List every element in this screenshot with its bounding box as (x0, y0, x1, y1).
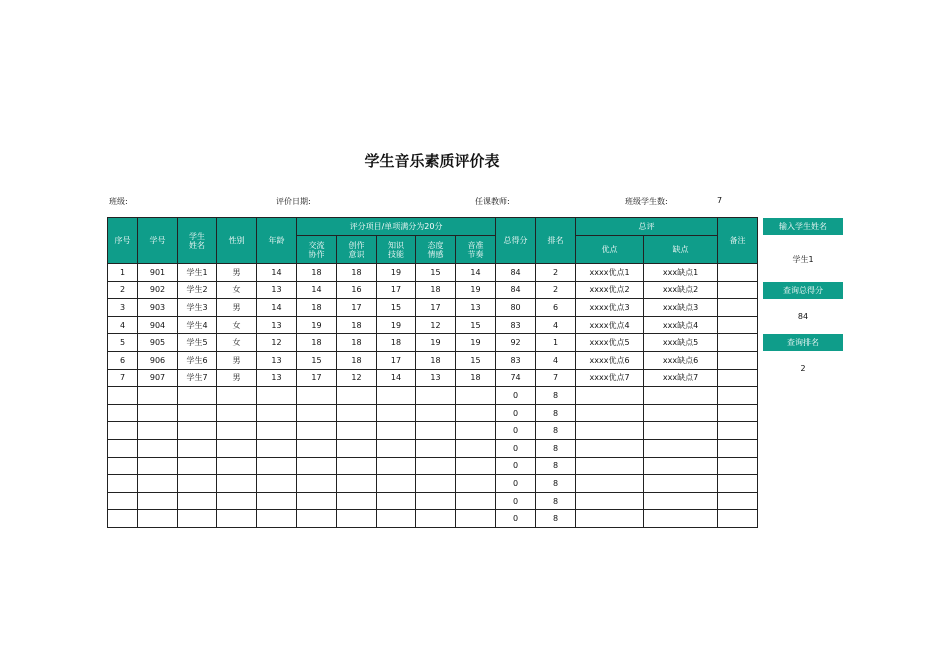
cell-remark[interactable] (718, 264, 758, 282)
cell-s5[interactable] (456, 475, 496, 493)
cell-strength[interactable]: xxxx优点1 (576, 264, 644, 282)
cell-seq[interactable] (108, 492, 138, 510)
table-row (108, 387, 758, 405)
cell-s5[interactable] (456, 439, 496, 457)
cell-strength[interactable]: xxxx优点7 (576, 369, 644, 387)
cell-weakness[interactable]: xxx缺点3 (644, 299, 718, 317)
table-row (108, 404, 758, 422)
cell-rank[interactable]: 4 (536, 316, 576, 334)
cell-weakness[interactable] (644, 510, 718, 528)
cell-s2[interactable]: 12 (337, 369, 377, 387)
evaluation-table (107, 217, 758, 528)
cell-s5[interactable]: 13 (456, 299, 496, 317)
cell-s3[interactable]: 18 (377, 334, 416, 352)
cell-rank[interactable]: 8 (536, 492, 576, 510)
cell-name[interactable] (178, 404, 217, 422)
cell-s4[interactable]: 15 (416, 264, 456, 282)
cell-s1[interactable] (297, 492, 337, 510)
cell-strength[interactable] (576, 422, 644, 440)
cell-id[interactable]: 905 (138, 334, 178, 352)
cell-name[interactable]: 学生7 (178, 369, 217, 387)
header-student-id: 学号 (138, 218, 178, 264)
table-row (108, 475, 758, 493)
cell-name[interactable] (178, 439, 217, 457)
cell-s1[interactable] (297, 475, 337, 493)
cell-id[interactable] (138, 457, 178, 475)
header-age: 年龄 (257, 218, 297, 264)
cell-id[interactable] (138, 387, 178, 405)
cell-s4[interactable] (416, 475, 456, 493)
cell-strength[interactable] (576, 457, 644, 475)
cell-s2[interactable]: 18 (337, 334, 377, 352)
cell-seq[interactable]: 7 (108, 369, 138, 387)
cell-s2[interactable]: 18 (337, 351, 377, 369)
cell-name[interactable] (178, 387, 217, 405)
cell-s5[interactable] (456, 492, 496, 510)
cell-rank[interactable]: 8 (536, 475, 576, 493)
cell-seq[interactable] (108, 422, 138, 440)
cell-s3[interactable] (377, 492, 416, 510)
cell-s5[interactable]: 15 (456, 351, 496, 369)
header-gender: 性别 (217, 218, 257, 264)
cell-gender[interactable]: 男 (217, 351, 257, 369)
cell-total[interactable]: 0 (496, 404, 536, 422)
cell-name[interactable]: 学生5 (178, 334, 217, 352)
cell-s2[interactable]: 18 (337, 264, 377, 282)
cell-s3[interactable] (377, 387, 416, 405)
cell-gender[interactable]: 男 (217, 299, 257, 317)
cell-rank[interactable]: 8 (536, 422, 576, 440)
cell-strength[interactable]: xxxx优点2 (576, 281, 644, 299)
cell-total[interactable]: 80 (496, 299, 536, 317)
cell-weakness[interactable]: xxx缺点1 (644, 264, 718, 282)
cell-weakness[interactable] (644, 387, 718, 405)
cell-rank[interactable]: 2 (536, 281, 576, 299)
cell-name[interactable]: 学生4 (178, 316, 217, 334)
cell-weakness[interactable] (644, 439, 718, 457)
cell-total[interactable]: 0 (496, 422, 536, 440)
table-row (108, 334, 758, 352)
cell-gender[interactable] (217, 510, 257, 528)
table-row (108, 264, 758, 282)
cell-rank[interactable]: 8 (536, 404, 576, 422)
cell-s3[interactable]: 19 (377, 264, 416, 282)
cell-age[interactable]: 13 (257, 369, 297, 387)
cell-gender[interactable] (217, 387, 257, 405)
cell-rank[interactable]: 8 (536, 510, 576, 528)
teacher-label: 任课教师: (475, 197, 510, 206)
cell-s3[interactable]: 17 (377, 281, 416, 299)
cell-total[interactable]: 83 (496, 351, 536, 369)
cell-remark[interactable] (718, 457, 758, 475)
cell-s2[interactable]: 17 (337, 299, 377, 317)
cell-s5[interactable]: 19 (456, 334, 496, 352)
cell-remark[interactable] (718, 281, 758, 299)
cell-gender[interactable]: 男 (217, 369, 257, 387)
cell-s1[interactable] (297, 457, 337, 475)
cell-seq[interactable] (108, 387, 138, 405)
cell-total[interactable]: 0 (496, 492, 536, 510)
header-weakness: 缺点 (644, 236, 718, 264)
cell-s5[interactable]: 15 (456, 316, 496, 334)
cell-total[interactable]: 74 (496, 369, 536, 387)
cell-strength[interactable] (576, 475, 644, 493)
cell-s4[interactable]: 19 (416, 334, 456, 352)
header-remark: 备注 (718, 218, 758, 264)
page-title: 学生音乐素质评价表 (364, 152, 500, 170)
cell-age[interactable]: 13 (257, 281, 297, 299)
cell-s3[interactable]: 15 (377, 299, 416, 317)
cell-s5[interactable] (456, 422, 496, 440)
cell-s4[interactable] (416, 422, 456, 440)
cell-name[interactable] (178, 510, 217, 528)
cell-age[interactable]: 12 (257, 334, 297, 352)
cell-s4[interactable] (416, 439, 456, 457)
cell-age[interactable]: 13 (257, 351, 297, 369)
cell-id[interactable] (138, 404, 178, 422)
cell-remark[interactable] (718, 439, 758, 457)
cell-rank[interactable]: 4 (536, 351, 576, 369)
cell-s3[interactable] (377, 457, 416, 475)
cell-s1[interactable] (297, 439, 337, 457)
cell-remark[interactable] (718, 334, 758, 352)
cell-gender[interactable]: 女 (217, 281, 257, 299)
cell-remark[interactable] (718, 316, 758, 334)
cell-s5[interactable] (456, 457, 496, 475)
cell-rank[interactable]: 8 (536, 387, 576, 405)
cell-seq[interactable]: 6 (108, 351, 138, 369)
header-student-name (178, 218, 217, 264)
table-row (108, 510, 758, 528)
table-row (108, 492, 758, 510)
cell-s4[interactable]: 18 (416, 281, 456, 299)
total-score-result: 84 (797, 312, 809, 321)
cell-s2[interactable] (337, 422, 377, 440)
cell-age[interactable] (257, 492, 297, 510)
header-student-name-text: 学生姓名 (189, 231, 205, 250)
rank-result: 2 (800, 364, 806, 373)
student-count-label: 班级学生数: (625, 197, 668, 206)
cell-s4[interactable] (416, 404, 456, 422)
cell-s5[interactable] (456, 510, 496, 528)
cell-s2[interactable] (337, 510, 377, 528)
cell-s1[interactable]: 18 (297, 334, 337, 352)
cell-age[interactable]: 14 (257, 264, 297, 282)
header-overall-review: 总评 (576, 218, 718, 236)
cell-s2[interactable] (337, 492, 377, 510)
cell-gender[interactable] (217, 475, 257, 493)
cell-weakness[interactable]: xxx缺点4 (644, 316, 718, 334)
cell-age[interactable] (257, 422, 297, 440)
cell-remark[interactable] (718, 492, 758, 510)
cell-s1[interactable]: 18 (297, 299, 337, 317)
cell-total[interactable]: 0 (496, 439, 536, 457)
table-row (108, 369, 758, 387)
cell-rank[interactable]: 2 (536, 264, 576, 282)
cell-seq[interactable]: 3 (108, 299, 138, 317)
cell-gender[interactable] (217, 439, 257, 457)
cell-gender[interactable]: 女 (217, 316, 257, 334)
cell-id[interactable] (138, 475, 178, 493)
cell-total[interactable]: 84 (496, 264, 536, 282)
cell-remark[interactable] (718, 475, 758, 493)
cell-weakness[interactable] (644, 404, 718, 422)
query-rank-button[interactable]: 查询排名 (763, 334, 843, 351)
cell-weakness[interactable]: xxx缺点2 (644, 281, 718, 299)
cell-name[interactable] (178, 457, 217, 475)
header-item (416, 236, 456, 264)
header-item-text: 交流协作 (308, 240, 325, 259)
cell-rank[interactable]: 7 (536, 369, 576, 387)
cell-s4[interactable] (416, 510, 456, 528)
cell-strength[interactable]: xxxx优点4 (576, 316, 644, 334)
cell-gender[interactable] (217, 422, 257, 440)
cell-s3[interactable] (377, 422, 416, 440)
cell-gender[interactable]: 男 (217, 264, 257, 282)
cell-name[interactable] (178, 475, 217, 493)
cell-s1[interactable]: 17 (297, 369, 337, 387)
cell-weakness[interactable]: xxx缺点6 (644, 351, 718, 369)
cell-total[interactable]: 0 (496, 457, 536, 475)
cell-name[interactable] (178, 422, 217, 440)
cell-remark[interactable] (718, 404, 758, 422)
cell-strength[interactable] (576, 404, 644, 422)
cell-id[interactable]: 904 (138, 316, 178, 334)
cell-weakness[interactable]: xxx缺点7 (644, 369, 718, 387)
table-row (108, 422, 758, 440)
cell-name[interactable] (178, 492, 217, 510)
header-item (456, 236, 496, 264)
query-total-score-button[interactable]: 查询总得分 (763, 282, 843, 299)
cell-rank[interactable]: 8 (536, 439, 576, 457)
cell-name[interactable]: 学生6 (178, 351, 217, 369)
date-label: 评价日期: (276, 197, 311, 206)
table-row (108, 351, 758, 369)
cell-s2[interactable] (337, 439, 377, 457)
header-rank: 排名 (536, 218, 576, 264)
table-row (108, 299, 758, 317)
cell-seq[interactable]: 4 (108, 316, 138, 334)
cell-weakness[interactable] (644, 475, 718, 493)
table-row (108, 281, 758, 299)
header-item-text: 音准节奏 (467, 240, 484, 259)
cell-s4[interactable]: 17 (416, 299, 456, 317)
cell-seq[interactable] (108, 475, 138, 493)
cell-age[interactable] (257, 457, 297, 475)
cell-strength[interactable] (576, 510, 644, 528)
cell-total[interactable]: 83 (496, 316, 536, 334)
cell-s2[interactable] (337, 387, 377, 405)
cell-s1[interactable] (297, 510, 337, 528)
header-item (297, 236, 337, 264)
cell-s5[interactable]: 19 (456, 281, 496, 299)
header-item-text: 创作意识 (348, 240, 365, 259)
cell-s3[interactable] (377, 439, 416, 457)
cell-id[interactable] (138, 492, 178, 510)
cell-remark[interactable] (718, 422, 758, 440)
cell-age[interactable] (257, 510, 297, 528)
cell-s1[interactable]: 14 (297, 281, 337, 299)
cell-name[interactable]: 学生3 (178, 299, 217, 317)
header-strength: 优点 (576, 236, 644, 264)
cell-remark[interactable] (718, 369, 758, 387)
cell-seq[interactable] (108, 457, 138, 475)
cell-s3[interactable]: 19 (377, 316, 416, 334)
cell-gender[interactable] (217, 492, 257, 510)
cell-name[interactable]: 学生2 (178, 281, 217, 299)
cell-s2[interactable] (337, 404, 377, 422)
cell-s1[interactable]: 19 (297, 316, 337, 334)
cell-name[interactable]: 学生1 (178, 264, 217, 282)
header-score-items: 评分项目/单项满分为20分 (297, 218, 496, 236)
cell-s3[interactable]: 17 (377, 351, 416, 369)
cell-strength[interactable]: xxxx优点6 (576, 351, 644, 369)
cell-s2[interactable] (337, 457, 377, 475)
cell-s4[interactable]: 18 (416, 351, 456, 369)
input-student-name-button[interactable]: 输入学生姓名 (763, 218, 843, 235)
cell-seq[interactable] (108, 439, 138, 457)
cell-total[interactable]: 0 (496, 475, 536, 493)
cell-s1[interactable] (297, 404, 337, 422)
cell-s2[interactable]: 18 (337, 316, 377, 334)
cell-s3[interactable] (377, 404, 416, 422)
cell-rank[interactable]: 8 (536, 457, 576, 475)
cell-strength[interactable] (576, 492, 644, 510)
cell-s4[interactable] (416, 457, 456, 475)
cell-s3[interactable] (377, 510, 416, 528)
cell-total[interactable]: 84 (496, 281, 536, 299)
cell-s3[interactable]: 14 (377, 369, 416, 387)
cell-id[interactable] (138, 439, 178, 457)
cell-weakness[interactable]: xxx缺点5 (644, 334, 718, 352)
cell-s5[interactable] (456, 404, 496, 422)
cell-id[interactable]: 902 (138, 281, 178, 299)
student-name-input[interactable]: 学生1 (792, 255, 814, 264)
cell-rank[interactable]: 1 (536, 334, 576, 352)
cell-seq[interactable]: 2 (108, 281, 138, 299)
header-total-score: 总得分 (496, 218, 536, 264)
cell-s1[interactable] (297, 387, 337, 405)
cell-gender[interactable] (217, 457, 257, 475)
cell-seq[interactable] (108, 510, 138, 528)
header-item-text: 知识技能 (388, 240, 404, 259)
cell-strength[interactable]: xxxx优点5 (576, 334, 644, 352)
cell-weakness[interactable] (644, 422, 718, 440)
cell-rank[interactable]: 6 (536, 299, 576, 317)
header-item (377, 236, 416, 264)
cell-age[interactable]: 13 (257, 316, 297, 334)
cell-s1[interactable]: 18 (297, 264, 337, 282)
cell-id[interactable]: 906 (138, 351, 178, 369)
cell-age[interactable] (257, 439, 297, 457)
cell-id[interactable]: 901 (138, 264, 178, 282)
cell-s4[interactable]: 13 (416, 369, 456, 387)
cell-id[interactable] (138, 510, 178, 528)
cell-seq[interactable]: 5 (108, 334, 138, 352)
cell-total[interactable]: 92 (496, 334, 536, 352)
table-row (108, 439, 758, 457)
cell-seq[interactable] (108, 404, 138, 422)
cell-age[interactable] (257, 404, 297, 422)
cell-strength[interactable] (576, 387, 644, 405)
cell-remark[interactable] (718, 299, 758, 317)
cell-weakness[interactable] (644, 457, 718, 475)
cell-remark[interactable] (718, 510, 758, 528)
cell-strength[interactable] (576, 439, 644, 457)
cell-s2[interactable]: 16 (337, 281, 377, 299)
cell-remark[interactable] (718, 387, 758, 405)
cell-id[interactable]: 903 (138, 299, 178, 317)
header-item (337, 236, 377, 264)
cell-s5[interactable]: 14 (456, 264, 496, 282)
cell-seq[interactable]: 1 (108, 264, 138, 282)
cell-s4[interactable]: 12 (416, 316, 456, 334)
header-item-text: 态度情感 (427, 240, 444, 259)
class-label: 班级: (109, 197, 128, 206)
cell-s2[interactable] (337, 475, 377, 493)
cell-id[interactable] (138, 422, 178, 440)
cell-gender[interactable] (217, 404, 257, 422)
table-row (108, 316, 758, 334)
cell-s1[interactable]: 15 (297, 351, 337, 369)
cell-s5[interactable] (456, 387, 496, 405)
cell-gender[interactable]: 女 (217, 334, 257, 352)
cell-remark[interactable] (718, 351, 758, 369)
table-row (108, 457, 758, 475)
cell-weakness[interactable] (644, 492, 718, 510)
cell-age[interactable] (257, 475, 297, 493)
cell-age[interactable] (257, 387, 297, 405)
cell-age[interactable]: 14 (257, 299, 297, 317)
cell-s3[interactable] (377, 475, 416, 493)
header-seq: 序号 (108, 218, 138, 264)
cell-id[interactable]: 907 (138, 369, 178, 387)
cell-total[interactable]: 0 (496, 510, 536, 528)
cell-s4[interactable] (416, 492, 456, 510)
cell-s4[interactable] (416, 387, 456, 405)
cell-s1[interactable] (297, 422, 337, 440)
cell-strength[interactable]: xxxx优点3 (576, 299, 644, 317)
cell-total[interactable]: 0 (496, 387, 536, 405)
student-count-value: 7 (717, 196, 723, 205)
cell-s5[interactable]: 18 (456, 369, 496, 387)
